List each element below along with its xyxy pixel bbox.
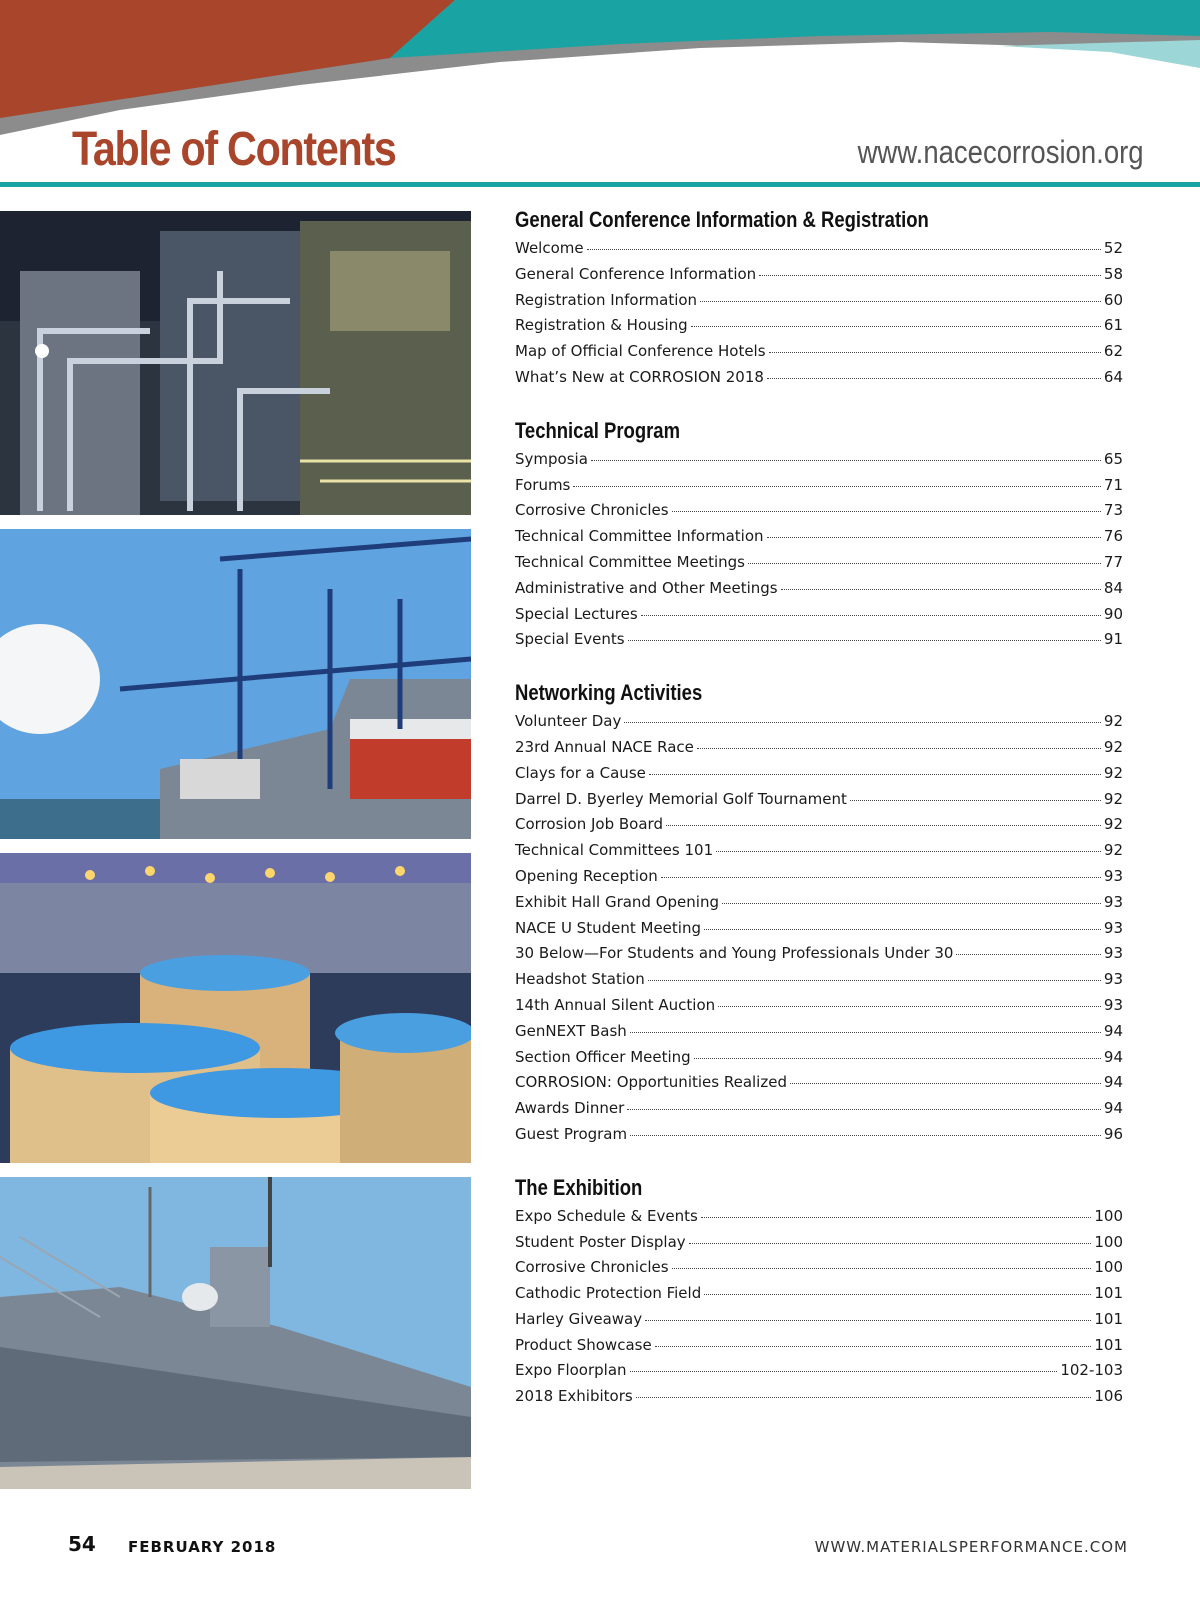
entry-page-number: 92 bbox=[1103, 841, 1123, 860]
toc-entry[interactable] bbox=[515, 527, 1123, 553]
toc-entry[interactable] bbox=[515, 579, 1123, 605]
entry-label: General Conference Information bbox=[515, 264, 757, 283]
entry-label: Cathodic Protection Field bbox=[515, 1284, 702, 1303]
toc-entry[interactable] bbox=[515, 605, 1123, 631]
dot-leader bbox=[587, 249, 1101, 250]
entry-label: What’s New at CORROSION 2018 bbox=[515, 367, 764, 386]
toc-entry[interactable] bbox=[515, 1258, 1123, 1284]
toc-entry[interactable] bbox=[515, 316, 1123, 342]
dot-leader bbox=[769, 352, 1101, 353]
dot-leader bbox=[718, 1006, 1101, 1007]
entry-page-number: 52 bbox=[1103, 239, 1123, 257]
toc-entry[interactable] bbox=[515, 970, 1123, 996]
entry-label: Forums bbox=[515, 475, 571, 494]
dot-leader bbox=[704, 1294, 1091, 1295]
page-title: Table of Contents bbox=[72, 123, 396, 176]
entry-page-number: 94 bbox=[1103, 1047, 1123, 1066]
entry-label: Product Showcase bbox=[515, 1335, 652, 1354]
toc-entry[interactable] bbox=[515, 342, 1123, 368]
entry-page-number: 93 bbox=[1103, 944, 1123, 963]
entry-page-number: 61 bbox=[1103, 316, 1123, 335]
entry-page-number: 93 bbox=[1103, 892, 1123, 911]
toc-section bbox=[515, 1173, 1123, 1413]
toc-entry[interactable] bbox=[515, 712, 1123, 738]
dot-leader bbox=[645, 1320, 1091, 1321]
entry-page-number: 106 bbox=[1094, 1387, 1123, 1406]
entry-page-number: 93 bbox=[1103, 970, 1123, 989]
toc-entry[interactable] bbox=[515, 867, 1123, 893]
entry-page-number: 90 bbox=[1103, 604, 1123, 623]
dot-leader bbox=[672, 1268, 1092, 1269]
entry-page-number: 93 bbox=[1103, 918, 1123, 937]
entry-label: 2018 Exhibitors bbox=[515, 1387, 633, 1406]
entry-label: Map of Official Conference Hotels bbox=[515, 342, 766, 361]
entry-page-number: 76 bbox=[1103, 527, 1123, 546]
entry-page-number: 58 bbox=[1103, 264, 1123, 283]
dot-leader bbox=[624, 722, 1101, 723]
entry-label: Exhibit Hall Grand Opening bbox=[515, 892, 719, 911]
dot-leader bbox=[781, 589, 1101, 590]
entry-label: Expo Schedule & Events bbox=[515, 1206, 698, 1225]
dot-leader bbox=[694, 1058, 1101, 1059]
entry-page-number: 96 bbox=[1103, 1124, 1123, 1143]
dot-leader bbox=[655, 1346, 1092, 1347]
entry-page-number: 102-103 bbox=[1060, 1361, 1123, 1380]
header-rule bbox=[0, 182, 1200, 187]
entry-page-number: 94 bbox=[1103, 1021, 1123, 1040]
dot-leader bbox=[672, 511, 1101, 512]
toc-entry[interactable] bbox=[515, 630, 1123, 656]
toc-entry[interactable] bbox=[515, 1284, 1123, 1310]
site-url: www.nacecorrosion.org bbox=[857, 134, 1144, 170]
toc-section bbox=[515, 416, 1123, 656]
toc-entry[interactable] bbox=[515, 1073, 1123, 1099]
dot-leader bbox=[759, 275, 1101, 276]
dot-leader bbox=[648, 980, 1101, 981]
entry-label: Clays for a Cause bbox=[515, 763, 646, 782]
entry-label: Darrel D. Byerley Memorial Golf Tournament bbox=[515, 789, 847, 808]
dot-leader bbox=[666, 825, 1101, 826]
entry-label: Corrosive Chronicles bbox=[515, 501, 669, 520]
toc-entry[interactable] bbox=[515, 738, 1123, 764]
entry-label: 14th Annual Silent Auction bbox=[515, 995, 716, 1014]
toc-entry[interactable] bbox=[515, 1387, 1123, 1413]
entry-page-number: 100 bbox=[1094, 1206, 1123, 1225]
toc-entry[interactable] bbox=[515, 1048, 1123, 1074]
entry-page-number: 100 bbox=[1094, 1258, 1123, 1277]
entry-label: Opening Reception bbox=[515, 866, 658, 885]
entry-label: Special Events bbox=[515, 630, 625, 649]
toc-entry[interactable] bbox=[515, 919, 1123, 945]
entry-page-number: 71 bbox=[1103, 475, 1123, 494]
dot-leader bbox=[767, 537, 1101, 538]
entry-page-number: 100 bbox=[1094, 1232, 1123, 1251]
entry-page-number: 73 bbox=[1103, 501, 1123, 520]
table-of-contents bbox=[515, 205, 1123, 1435]
toc-entry[interactable] bbox=[515, 239, 1123, 265]
toc-entry[interactable] bbox=[515, 841, 1123, 867]
dot-leader bbox=[716, 851, 1101, 852]
dot-leader bbox=[748, 563, 1101, 564]
dot-leader bbox=[691, 326, 1101, 327]
toc-entry[interactable] bbox=[515, 501, 1123, 527]
entry-label: Technical Committees 101 bbox=[515, 841, 714, 860]
dot-leader bbox=[850, 800, 1101, 801]
dot-leader bbox=[689, 1243, 1092, 1244]
toc-entry[interactable] bbox=[515, 265, 1123, 291]
dot-leader bbox=[627, 1109, 1101, 1110]
toc-entry[interactable] bbox=[515, 476, 1123, 502]
container-port-cranes-photo bbox=[0, 529, 471, 839]
entry-page-number: 93 bbox=[1103, 866, 1123, 885]
toc-entry[interactable] bbox=[515, 1233, 1123, 1259]
entry-label: Expo Floorplan bbox=[515, 1361, 627, 1380]
entry-page-number: 92 bbox=[1103, 763, 1123, 782]
entry-page-number: 84 bbox=[1103, 578, 1123, 597]
entry-page-number: 92 bbox=[1103, 712, 1123, 731]
toc-entry[interactable] bbox=[515, 1310, 1123, 1336]
entry-page-number: 77 bbox=[1103, 552, 1123, 571]
section-heading: The Exhibition bbox=[515, 1174, 643, 1200]
toc-entry[interactable] bbox=[515, 944, 1123, 970]
toc-section bbox=[515, 205, 1123, 394]
entry-page-number: 65 bbox=[1103, 449, 1123, 468]
entry-page-number: 92 bbox=[1103, 789, 1123, 808]
entry-label: Guest Program bbox=[515, 1124, 628, 1143]
toc-entry[interactable] bbox=[515, 1099, 1123, 1125]
dot-leader bbox=[661, 877, 1101, 878]
toc-entry[interactable] bbox=[515, 1336, 1123, 1362]
entry-label: Special Lectures bbox=[515, 604, 638, 623]
toc-entry[interactable] bbox=[515, 1022, 1123, 1048]
aircraft-carrier-photo bbox=[0, 1177, 471, 1489]
toc-entry[interactable] bbox=[515, 1125, 1123, 1151]
entry-label: Awards Dinner bbox=[515, 1099, 625, 1118]
toc-entry[interactable] bbox=[515, 790, 1123, 816]
toc-entry[interactable] bbox=[515, 291, 1123, 317]
entry-page-number: 101 bbox=[1094, 1309, 1123, 1328]
entry-label: 30 Below—For Students and Young Professionals Under 30 bbox=[515, 944, 954, 963]
footer-url: WWW.MATERIALSPERFORMANCE.COM bbox=[814, 1538, 1128, 1556]
dot-leader bbox=[630, 1371, 1058, 1372]
entry-page-number: 101 bbox=[1094, 1284, 1123, 1303]
entry-label: NACE U Student Meeting bbox=[515, 918, 701, 937]
toc-entry[interactable] bbox=[515, 1207, 1123, 1233]
entry-label: Administrative and Other Meetings bbox=[515, 578, 778, 597]
entry-label: 23rd Annual NACE Race bbox=[515, 737, 694, 756]
entry-label: Registration & Housing bbox=[515, 316, 688, 335]
entry-page-number: 94 bbox=[1103, 1073, 1123, 1092]
header-banner bbox=[0, 0, 1200, 140]
entry-page-number: 92 bbox=[1103, 815, 1123, 834]
entry-page-number: 60 bbox=[1103, 290, 1123, 309]
toc-section bbox=[515, 678, 1123, 1151]
dot-leader bbox=[956, 954, 1100, 955]
section-heading: Technical Program bbox=[515, 417, 681, 443]
entry-label: Section Officer Meeting bbox=[515, 1047, 691, 1066]
toc-entry[interactable] bbox=[515, 815, 1123, 841]
dot-leader bbox=[790, 1083, 1101, 1084]
entry-label: Symposia bbox=[515, 449, 588, 468]
entry-page-number: 94 bbox=[1103, 1099, 1123, 1118]
entry-page-number: 92 bbox=[1103, 737, 1123, 756]
dot-leader bbox=[722, 903, 1101, 904]
dot-leader bbox=[628, 640, 1101, 641]
entry-label: Technical Committee Information bbox=[515, 527, 764, 546]
issue-date: FEBRUARY 2018 bbox=[128, 1538, 277, 1556]
dot-leader bbox=[704, 929, 1101, 930]
page-number: 54 bbox=[68, 1532, 96, 1556]
entry-label: Welcome bbox=[515, 239, 584, 257]
toc-entry[interactable] bbox=[515, 893, 1123, 919]
toc-entry[interactable] bbox=[515, 996, 1123, 1022]
toc-entry[interactable] bbox=[515, 764, 1123, 790]
toc-entry[interactable] bbox=[515, 553, 1123, 579]
entry-label: GenNEXT Bash bbox=[515, 1021, 627, 1040]
dot-leader bbox=[641, 615, 1101, 616]
section-heading: Networking Activities bbox=[515, 680, 703, 706]
dot-leader bbox=[700, 301, 1101, 302]
industrial-plant-photo bbox=[0, 211, 471, 515]
photo-column bbox=[0, 211, 471, 1503]
entry-page-number: 91 bbox=[1103, 630, 1123, 649]
entry-page-number: 101 bbox=[1094, 1335, 1123, 1354]
entry-label: Corrosive Chronicles bbox=[515, 1258, 669, 1277]
storage-tanks-photo bbox=[0, 853, 471, 1163]
dot-leader bbox=[630, 1135, 1101, 1136]
dot-leader bbox=[767, 378, 1101, 379]
toc-entry[interactable] bbox=[515, 1361, 1123, 1387]
dot-leader bbox=[636, 1397, 1092, 1398]
dot-leader bbox=[573, 486, 1101, 487]
dot-leader bbox=[697, 748, 1101, 749]
entry-label: Student Poster Display bbox=[515, 1232, 686, 1251]
entry-page-number: 64 bbox=[1103, 367, 1123, 386]
entry-label: CORROSION: Opportunities Realized bbox=[515, 1073, 787, 1092]
entry-label: Corrosion Job Board bbox=[515, 815, 663, 834]
entry-label: Harley Giveaway bbox=[515, 1309, 643, 1328]
entry-label: Registration Information bbox=[515, 290, 698, 309]
entry-label: Volunteer Day bbox=[515, 712, 622, 731]
dot-leader bbox=[701, 1217, 1092, 1218]
toc-entry[interactable] bbox=[515, 368, 1123, 394]
dot-leader bbox=[649, 774, 1101, 775]
entry-label: Headshot Station bbox=[515, 970, 645, 989]
dot-leader bbox=[630, 1032, 1101, 1033]
section-heading: General Conference Information & Registration bbox=[515, 207, 929, 232]
entry-page-number: 62 bbox=[1103, 342, 1123, 361]
toc-entry[interactable] bbox=[515, 450, 1123, 476]
dot-leader bbox=[591, 460, 1101, 461]
entry-page-number: 93 bbox=[1103, 995, 1123, 1014]
entry-label: Technical Committee Meetings bbox=[515, 552, 745, 571]
